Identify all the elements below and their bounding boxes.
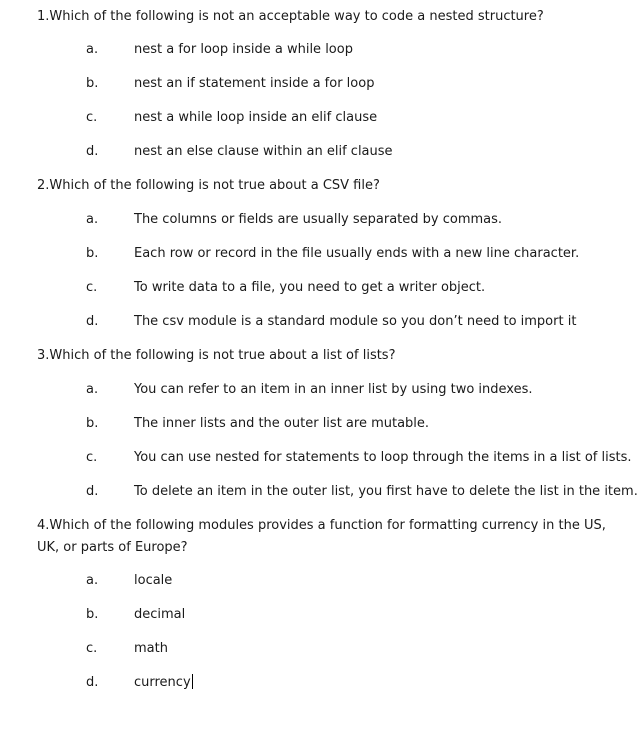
option-text: Each row or record in the file usually ends with a new line character. <box>134 246 580 261</box>
option-text: nest a while loop inside an elif clause <box>134 110 378 125</box>
question-3 <box>37 345 627 367</box>
option-text: nest an else clause within an elif clause <box>134 144 393 159</box>
question-number: 1. <box>37 9 50 24</box>
question-number: 3. <box>37 348 50 363</box>
option-letter: c. <box>86 110 98 125</box>
option-letter: a. <box>86 382 99 397</box>
option-letter: b. <box>86 416 99 431</box>
option-text: nest an if statement inside a for loop <box>134 76 375 91</box>
option-letter: d. <box>86 484 99 499</box>
question-text: Which of the following is not an acceptable way to code a nested structure? <box>49 9 544 24</box>
option-text: currency <box>134 675 191 690</box>
question-text: Which of the following modules provides a function for formatting currency in the US, UK, or parts of Europe? <box>37 518 606 555</box>
option-text: The csv module is a standard module so you don’t need to import it <box>134 314 577 329</box>
question-2 <box>37 175 627 197</box>
option-letter: a. <box>86 573 99 588</box>
question-4 <box>37 515 627 559</box>
option-letter: c. <box>86 280 98 295</box>
option-letter: a. <box>86 212 99 227</box>
option-letter: b. <box>86 246 99 261</box>
option-text: locale <box>134 573 173 588</box>
question-1 <box>37 6 627 28</box>
option-text-with-caret <box>134 673 193 693</box>
option-text: To write data to a file, you need to get a writer object. <box>134 280 486 295</box>
option-letter: d. <box>86 314 99 329</box>
option-text: The columns or fields are usually separated by commas. <box>134 212 503 227</box>
option-letter: c. <box>86 450 98 465</box>
question-text: Which of the following is not true about a list of lists? <box>49 348 396 363</box>
option-text: decimal <box>134 607 186 622</box>
question-number: 4. <box>37 518 50 533</box>
option-letter: a. <box>86 42 99 57</box>
option-text: To delete an item in the outer list, you first have to delete the list in the item. <box>134 484 638 499</box>
option-text: The inner lists and the outer list are mutable. <box>134 416 430 431</box>
option-letter: b. <box>86 76 99 91</box>
question-number: 2. <box>37 178 50 193</box>
question-text: Which of the following is not true about a CSV file? <box>49 178 380 193</box>
option-text: You can refer to an item in an inner list by using two indexes. <box>134 382 533 397</box>
text-cursor <box>192 674 193 689</box>
option-text: math <box>134 641 168 656</box>
option-letter: c. <box>86 641 98 656</box>
option-text: You can use nested for statements to loop through the items in a list of lists. <box>134 450 632 465</box>
option-letter: d. <box>86 675 99 690</box>
option-letter: d. <box>86 144 99 159</box>
option-letter: b. <box>86 607 99 622</box>
option-text: nest a for loop inside a while loop <box>134 42 353 57</box>
